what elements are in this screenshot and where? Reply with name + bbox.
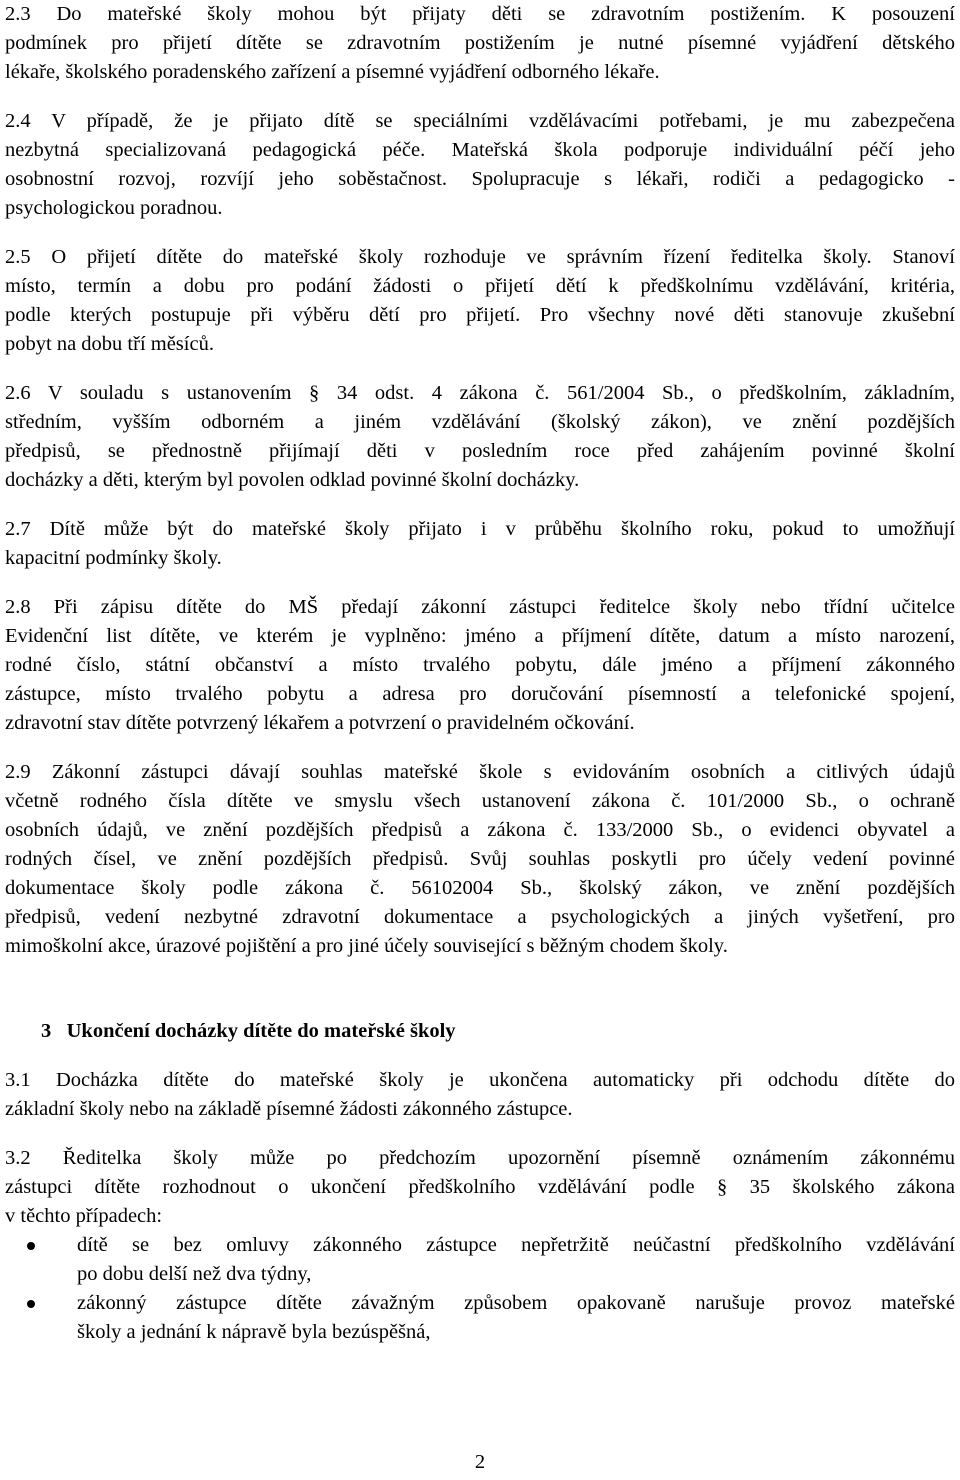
text-line: psychologickou poradnou. (5, 197, 223, 219)
bullet-icon (27, 1242, 35, 1250)
text-line: zákonný zástupce dítěte závažným způsobem opakovaně narušuje provoz mateřské (77, 1292, 955, 1314)
text-line: mimoškolní akce, úrazové pojištění a pro jiné účely související s běžným chodem školy. (5, 935, 728, 957)
section-heading: 3 Ukončení docházky dítěte do mateřské školy (41, 1020, 456, 1042)
paragraph-2-5 (5, 243, 955, 359)
text-line: 2.9 Zákonní zástupci dávají souhlas mateřské škole s evidováním osobních a citlivých údajů (5, 761, 955, 783)
paragraph-2-6 (5, 379, 955, 495)
text-line: předpisů, se přednostně přijímají děti v posledním roce před zahájením povinné školní (5, 440, 955, 462)
list-item (5, 1289, 955, 1347)
text-line: 2.5 O přijetí dítěte do mateřské školy rozhoduje ve správním řízení ředitelka školy. Stanoví (5, 246, 955, 268)
text-line: 3.2 Ředitelka školy může po předchozím upozornění písemně oznámením zákonnému (5, 1147, 955, 1169)
text-line: kapacitní podmínky školy. (5, 547, 222, 569)
text-line: dítě se bez omluvy zákonného zástupce nepřetržitě neúčastní předškolního vzdělávání (77, 1234, 955, 1256)
bullet-list (5, 1231, 955, 1347)
text-line: zástupci dítěte rozhodnout o ukončení předškolního vzdělávání podle § 35 školského zákona (5, 1176, 955, 1198)
paragraph-2-8 (5, 593, 955, 738)
text-line: zástupce, místo trvalého pobytu a adresa pro doručování písemností a telefonické spojení, (5, 683, 955, 705)
paragraph-2-7 (5, 515, 955, 573)
paragraph-2-4 (5, 107, 955, 223)
bullet-icon (27, 1300, 35, 1308)
text-line: 2.7 Dítě může být do mateřské školy přijato i v průběhu školního roku, pokud to umožňují (5, 518, 955, 540)
text-line: podmínek pro přijetí dítěte se zdravotním postižením je nutné písemné vyjádření dětského (5, 32, 955, 54)
document-page (5, 0, 955, 1347)
text-line: Evidenční list dítěte, ve kterém je vyplněno: jméno a příjmení dítěte, datum a místo narození, (5, 625, 955, 647)
text-line: 2.3 Do mateřské školy mohou být přijaty děti se zdravotním postižením. K posouzení (5, 3, 955, 25)
text-line: včetně rodného čísla dítěte ve smyslu všech ustanovení zákona č. 101/2000 Sb., o ochraně (5, 790, 955, 812)
text-line: předpisů, vedení nezbytné zdravotní dokumentace a psychologických a jiných vyšetření, pro (5, 906, 955, 928)
text-line: školy a jednání k nápravě byla bezúspěšná, (77, 1321, 431, 1343)
text-line: podle kterých postupuje při výběru dětí pro přijetí. Pro všechny nové děti stanovuje zkušební (5, 304, 955, 326)
paragraph-2-9 (5, 758, 955, 961)
text-line: osobnostní rozvoj, rozvíjí jeho soběstačnost. Spolupracuje s lékaři, rodiči a pedagogicko - (5, 168, 955, 190)
paragraph-3-2 (5, 1144, 955, 1231)
page-number: 2 (474, 1451, 486, 1473)
text-line: rodné číslo, státní občanství a místo trvalého pobytu, dále jméno a příjmení zákonného (5, 654, 955, 676)
text-line: 2.8 Při zápisu dítěte do MŠ předají zákonní zástupci ředitelce školy nebo třídní učitelce (5, 596, 955, 618)
text-line: rodných čísel, ve znění pozdějších předpisů. Svůj souhlas poskytli pro účely vedení povinné (5, 848, 955, 870)
text-line: v těchto případech: (5, 1205, 163, 1227)
text-line: lékaře, školského poradenského zařízení a písemné vyjádření odborného lékaře. (5, 61, 660, 83)
text-line: 2.6 V souladu s ustanovením § 34 odst. 4 zákona č. 561/2004 Sb., o předškolním, základním, (5, 382, 955, 404)
text-line: zdravotní stav dítěte potvrzený lékařem a potvrzení o pravidelném očkování. (5, 712, 635, 734)
text-line: docházky a děti, kterým byl povolen odklad povinné školní docházky. (5, 469, 580, 491)
text-line: nezbytná specializovaná pedagogická péče. Mateřská škola podporuje individuální péčí jeho (5, 139, 955, 161)
text-line: dokumentace školy podle zákona č. 56102004 Sb., školský zákon, ve znění pozdějších (5, 877, 955, 899)
text-line: 2.4 V případě, že je přijato dítě se speciálními vzdělávacími potřebami, je mu zabezpečena (5, 110, 955, 132)
paragraph-2-3 (5, 0, 955, 87)
text-line: 3.1 Docházka dítěte do mateřské školy je ukončena automaticky při odchodu dítěte do (5, 1069, 955, 1091)
list-item (5, 1231, 955, 1289)
paragraph-3-1 (5, 1066, 955, 1124)
text-line: po dobu delší než dva týdny, (77, 1263, 312, 1285)
text-line: základní školy nebo na základě písemné žádosti zákonného zástupce. (5, 1098, 573, 1120)
text-line: pobyt na dobu tří měsíců. (5, 333, 214, 355)
text-line: středním, vyšším odborném a jiném vzdělávání (školský zákon), ve znění pozdějších (5, 411, 955, 433)
text-line: osobních údajů, ve znění pozdějších předpisů a zákona č. 133/2000 Sb., o evidenci obyvatel a (5, 819, 955, 841)
text-line: místo, termín a dobu pro podání žádosti o přijetí dětí k předškolnímu vzdělávání, kritéria, (5, 275, 955, 297)
